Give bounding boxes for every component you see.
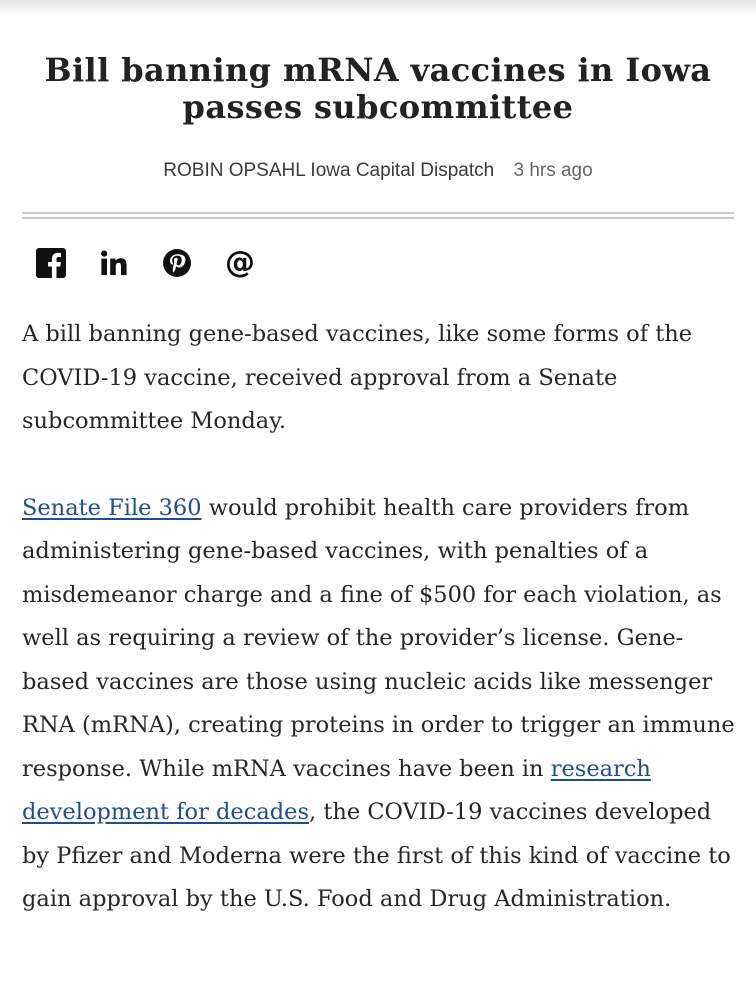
paragraph-1: A bill banning gene-based vaccines, like some forms of the COVID-19 vaccine, received approval from a Senate subcommittee Monday. (22, 321, 693, 434)
article-body (22, 313, 742, 965)
share-bar (34, 244, 286, 282)
paragraph-2-text-a: would prohibit health care providers from administering gene-based vaccines, with penalties of a misdemeanor charge and a fine of $500 for each violation, as well as requiring a review of the provider’s license. Gene-based vaccines are those using nucleic acids like messenger RNA (mRNA), creating proteins in order to trigger an immune response. While mRNA vaccines have been in (22, 494, 735, 782)
pinterest-share-button[interactable] (160, 246, 194, 280)
author-name[interactable]: ROBIN OPSAHL (163, 160, 306, 181)
email-share-button[interactable] (223, 246, 257, 280)
linkedin-share-button[interactable] (97, 246, 131, 280)
publish-time: 3 hrs ago (513, 160, 593, 181)
senate-file-360-link[interactable]: Senate File 360 (22, 494, 202, 521)
paragraph-2 (22, 487, 742, 922)
divider-top (22, 212, 734, 214)
research-development-link[interactable]: research development for decades (22, 755, 651, 825)
top-shadow (0, 0, 756, 16)
facebook-share-button[interactable] (34, 246, 68, 280)
pinterest-icon (162, 248, 192, 278)
byline (0, 158, 756, 184)
email-icon: @ (225, 245, 255, 280)
linkedin-icon (100, 249, 128, 277)
paragraph-2-text-b: , the COVID-19 vaccines developed by Pfizer and Moderna were the first of this kind of vaccine to gain approval by the U.S. Food and Drug Administration. (22, 799, 731, 912)
article-headline: Bill banning mRNA vaccines in Iowa passes subcommittee (44, 51, 712, 126)
facebook-icon (36, 248, 66, 278)
divider-bottom (22, 217, 734, 219)
publication-name[interactable]: Iowa Capital Dispatch (310, 160, 495, 181)
